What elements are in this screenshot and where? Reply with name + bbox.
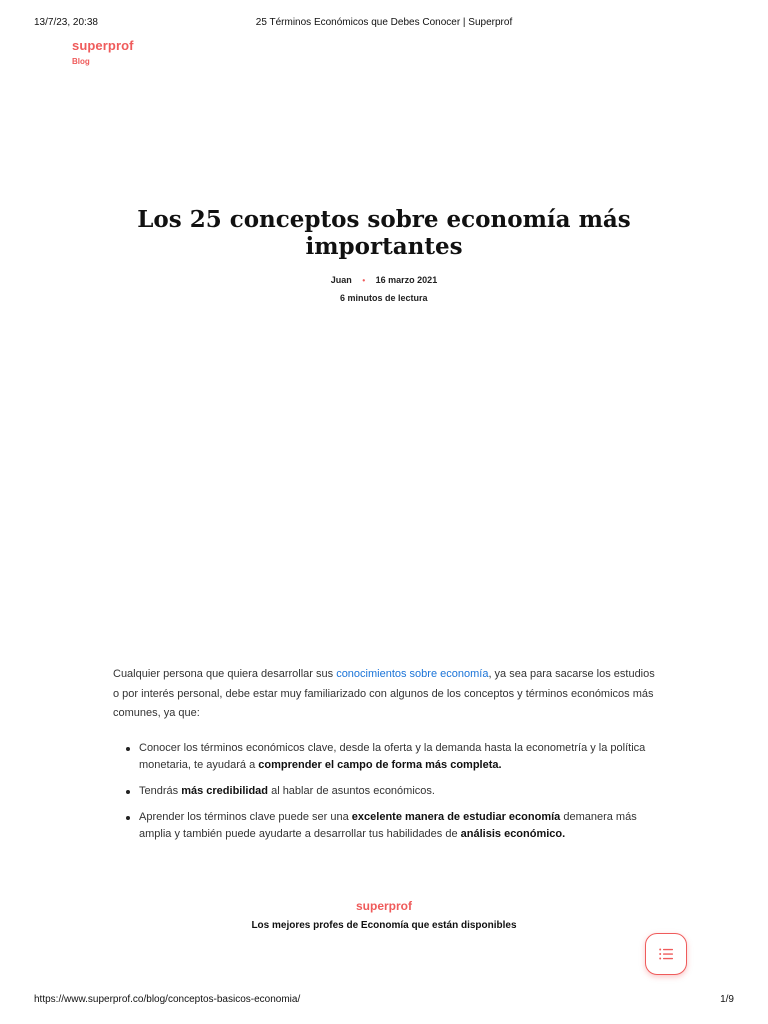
print-page-number: 1/9 [720,994,734,1005]
article-read-time: 6 minutos de lectura [340,293,428,303]
superprof-logo[interactable]: superprof [72,38,134,53]
list-item-text-end: al hablar de asuntos económicos. [268,784,435,797]
economia-knowledge-link[interactable]: conocimientos sobre economía [336,668,489,680]
list-item-text: Aprender los términos clave puede ser una [139,810,352,823]
article-author[interactable]: Juan [330,275,352,285]
promo-heading: Los mejores profes de Economía que están disponibles [251,920,517,931]
intro-text-start: Cualquier persona que quiera desarrollar sus [113,668,337,680]
print-footer [34,994,734,1008]
list-item-bold: excelente manera de estudiar economía [351,810,561,823]
intro-paragraph [113,665,658,724]
print-timestamp: 13/7/23, 20:38 [34,17,98,28]
meta-separator-dot: • [362,276,366,285]
bullet-icon [126,747,130,751]
list-item-bold-end: análisis económico. [460,827,566,840]
list-item-text: Conocer los términos económicos clave, desde la oferta y la demanda hasta la econometría y la política monetaria, te ayudará a [139,741,646,771]
list-item [113,783,658,800]
list-item [113,740,658,774]
blog-label[interactable]: Blog [72,57,90,66]
bullet-icon [126,816,130,820]
brand-header[interactable] [72,38,134,66]
intro-text-end: , ya sea para sacarse los estudios o por interés personal, debe estar muy familiarizado con algunos de los conceptos y términos económicos más comunes, ya que: [113,668,655,719]
list-item-text-mid: demanera más amplia y también puede ayudarte a desarrollar tus habilidades de [139,810,637,840]
table-of-contents-button[interactable] [645,933,687,975]
print-header [34,17,734,31]
article-body [113,665,658,852]
list-icon [659,948,673,960]
list-item [113,809,658,843]
list-item-bold: comprender el campo de forma más completa. [258,758,502,771]
article-title: Los 25 conceptos sobre economía más importantes [137,206,631,260]
promo-superprof-logo: superprof [355,899,412,913]
bullet-icon [126,790,130,794]
reasons-list [113,740,658,843]
list-item-bold: más credibilidad [181,784,269,797]
print-document-title: 25 Términos Económicos que Debes Conocer | Superprof [255,17,513,28]
list-item-text: Tendrás [139,784,182,797]
print-url: https://www.superprof.co/blog/conceptos-basicos-economia/ [34,994,301,1005]
article-date: 16 marzo 2021 [375,275,438,285]
article-meta [0,275,768,285]
